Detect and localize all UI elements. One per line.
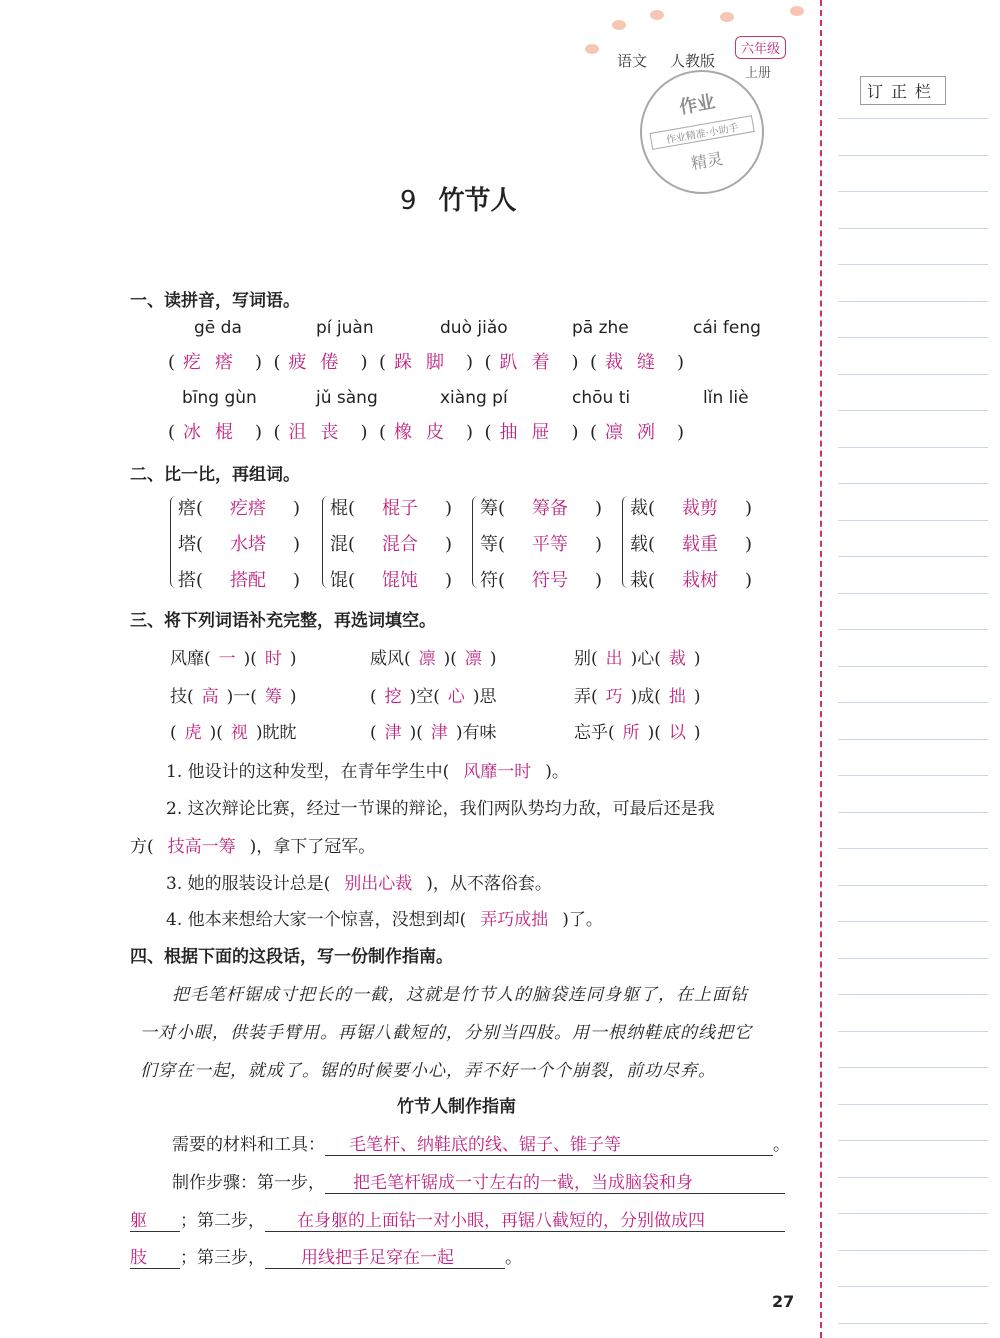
guide-step-1: 制作步骤：第一步， 把毛笔杆锯成一寸左右的一截，当成脑袋和身 [172, 1168, 785, 1194]
ruled-line [838, 739, 988, 740]
section-heading-1: 一、读拼音，写词语。 [130, 291, 300, 311]
guide-step-2: 躯 ；第二步， 在身躯的上面钻一对小眼，再锯八截短的，分别做成四 [130, 1206, 785, 1232]
ruled-line [838, 1031, 988, 1032]
passage-line: 一对小眼，供装手臂用。再锯八截短的，分别当四肢。用一根纳鞋底的线把它 [140, 1023, 752, 1043]
ruled-line [838, 155, 988, 156]
answer-word: 疲倦 [288, 352, 353, 373]
fill-sentence-4: 4. 他本来想给大家一个惊喜，没想到却( 弄巧成拙 )了。 [166, 910, 603, 930]
ruled-line [838, 1323, 988, 1324]
ruled-line [838, 1140, 988, 1141]
ruled-line [838, 447, 988, 448]
idiom: ( 津 )( 津 )有味 [370, 723, 497, 743]
answer-box-row-1: ( 疙瘩 ) ( 疲倦 ) ( 跺脚 ) ( 趴着 ) ( 裁缝 ) [168, 348, 684, 374]
ruled-line [838, 228, 988, 229]
ruled-line [838, 702, 988, 703]
compare-line: 裁( 裁剪 ) [630, 498, 753, 519]
ruled-line [838, 118, 988, 119]
ruled-line [838, 885, 988, 886]
answer-word: 疙瘩 [183, 352, 248, 373]
idiom: 威风( 凛 )( 凛 ) [370, 649, 497, 669]
ruled-line [838, 1213, 988, 1214]
header-edition: 人教版 [670, 52, 716, 70]
ruled-line [838, 1104, 988, 1105]
answer-word: 橡皮 [394, 422, 459, 443]
idiom: 忘乎( 所 )( 以 ) [574, 723, 701, 743]
ruled-line [838, 629, 988, 630]
answer-word: 凛冽 [605, 422, 670, 443]
pinyin-text: lǐn liè [703, 388, 749, 408]
ruled-line [838, 520, 988, 521]
answer-word: 冰棍 [183, 422, 248, 443]
idiom: 技( 高 )一( 筹 ) [170, 687, 297, 707]
compare-line: 搭( 搭配 ) [178, 570, 301, 591]
idiom: ( 虎 )( 视 )眈眈 [170, 723, 297, 743]
compare-line: 符( 符号 ) [480, 570, 603, 591]
petal-decoration [650, 10, 664, 20]
pinyin-text: pā zhe [572, 318, 629, 338]
petal-decoration [585, 44, 599, 54]
ruled-line [838, 410, 988, 411]
idiom: 弄( 巧 )成( 拙 ) [574, 687, 701, 707]
ruled-line [838, 301, 988, 302]
compare-line: 筹( 筹备 ) [480, 498, 603, 519]
petal-decoration [612, 20, 626, 30]
pinyin-text: jǔ sàng [316, 388, 378, 408]
ruled-line [838, 264, 988, 265]
guide-title: 竹节人制作指南 [397, 1097, 516, 1117]
lesson-number: 9 [400, 186, 417, 216]
answer-word: 裁缝 [605, 352, 670, 373]
answer-word: 跺脚 [394, 352, 459, 373]
compare-line: 混( 混合 ) [330, 534, 453, 555]
pinyin-text: cái feng [693, 318, 761, 338]
correction-label: 订正栏 [860, 76, 946, 105]
idiom: ( 挖 )空( 心 )思 [370, 687, 497, 707]
answer-box-row-2: ( 冰棍 ) ( 沮丧 ) ( 橡皮 ) ( 抽屉 ) ( 凛冽 ) [168, 418, 684, 444]
page-number: 27 [772, 1292, 795, 1311]
compare-line: 等( 平等 ) [480, 534, 603, 555]
section-heading-3: 三、将下列词语补充完整，再选词填空。 [130, 611, 436, 631]
ruled-line [838, 483, 988, 484]
passage-line: 把毛笔杆锯成寸把长的一截，这就是竹节人的脑袋连同身躯了，在上面钻 [172, 985, 748, 1005]
answer-word: 抽屉 [499, 422, 564, 443]
answer-word: 趴着 [499, 352, 564, 373]
fill-sentence-1: 1. 他设计的这种发型，在青年学生中( 风靡一时 )。 [166, 762, 569, 782]
ruled-line [838, 1286, 988, 1287]
pinyin-text: duò jiǎo [440, 318, 508, 338]
compare-line: 塔( 水塔 ) [178, 534, 301, 555]
stamp-middle-text: 作业精准·小助手 [649, 115, 754, 150]
compare-line: 载( 载重 ) [630, 534, 753, 555]
idiom: 风靡( 一 )( 时 ) [170, 649, 297, 669]
stamp-top-text: 作业 [677, 91, 717, 119]
header-subject: 语文 [617, 52, 648, 70]
section-heading-2: 二、比一比，再组词。 [130, 465, 300, 485]
ruled-line [838, 958, 988, 959]
pinyin-text: xiàng pí [440, 388, 508, 408]
fill-sentence-2-cont: 方( 技高一筹 )，拿下了冠军。 [130, 837, 376, 857]
section-heading-4: 四、根据下面的这段话，写一份制作指南。 [130, 947, 453, 967]
compare-line: 棍( 棍子 ) [330, 498, 453, 519]
pinyin-text: gē da [194, 318, 242, 338]
ruled-line [838, 812, 988, 813]
ruled-line [838, 1250, 988, 1251]
ruled-line [838, 1067, 988, 1068]
ruled-line [838, 921, 988, 922]
ruled-line [838, 556, 988, 557]
ruled-line [838, 666, 988, 667]
passage-line: 们穿在一起，就成了。锯的时候要小心，弄不好一个个崩裂，前功尽弃。 [140, 1061, 716, 1081]
correction-sidebar [820, 0, 1000, 1338]
stamp-seal [630, 60, 774, 204]
petal-decoration [720, 12, 734, 22]
header-volume: 上册 [745, 66, 772, 81]
page-title [400, 180, 517, 217]
guide-materials: 需要的材料和工具： 毛笔杆、纳鞋底的线、锯子、锥子等 。 [172, 1130, 790, 1156]
answer-word: 沮丧 [288, 422, 353, 443]
pinyin-text: bīng gùn [182, 388, 257, 408]
ruled-line [838, 337, 988, 338]
ruled-line [838, 775, 988, 776]
fill-sentence-2: 2. 这次辩论比赛，经过一节课的辩论，我们两队势均力敌，可最后还是我 [166, 799, 715, 819]
ruled-line [838, 848, 988, 849]
ruled-line [838, 1177, 988, 1178]
stamp-bottom-text: 精灵 [689, 148, 725, 174]
ruled-line [838, 593, 988, 594]
petal-decoration [790, 6, 804, 16]
header-grade: 六年级 [735, 36, 786, 59]
ruled-line [838, 994, 988, 995]
pinyin-text: pí juàn [316, 318, 374, 338]
guide-step-3: 肢 ；第三步， 用线把手足穿在一起 。 [130, 1243, 522, 1269]
compare-line: 馄( 馄饨 ) [330, 570, 453, 591]
compare-line: 栽( 栽树 ) [630, 570, 753, 591]
pinyin-text: chōu ti [572, 388, 631, 408]
compare-line: 瘩( 疙瘩 ) [178, 498, 301, 519]
ruled-line [838, 191, 988, 192]
ruled-line [838, 374, 988, 375]
lesson-title: 竹节人 [438, 186, 517, 216]
idiom: 别( 出 )心( 裁 ) [574, 649, 701, 669]
fill-sentence-3: 3. 她的服装设计总是( 别出心裁 )，从不落俗套。 [166, 874, 552, 894]
